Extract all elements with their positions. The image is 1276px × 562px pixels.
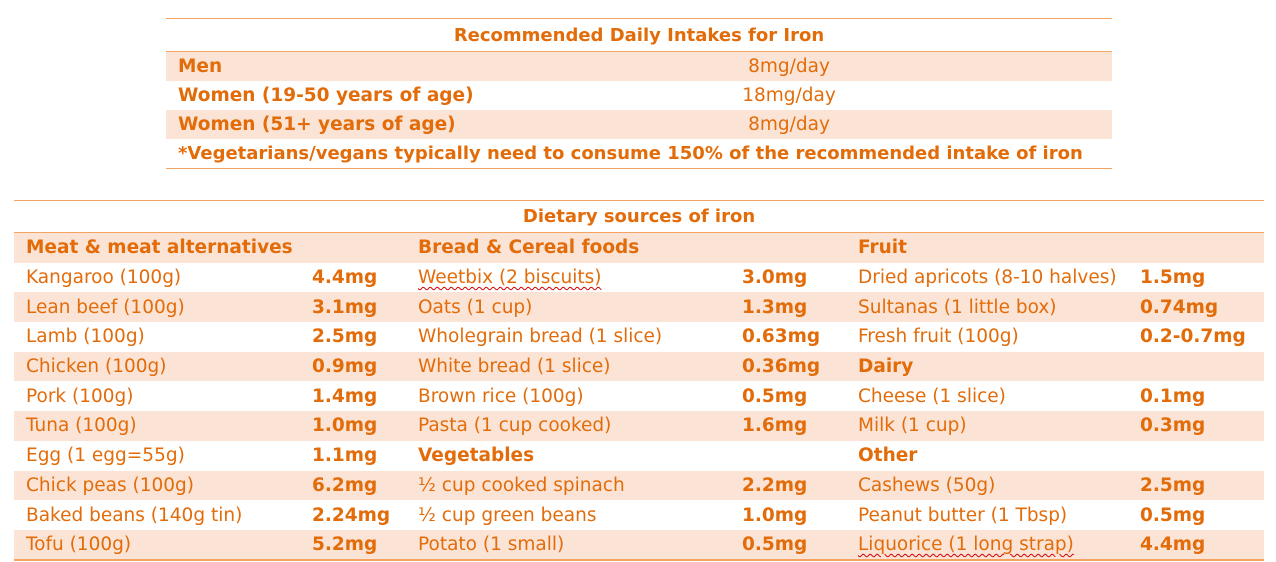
food-item: Cheese (1 slice) <box>858 385 1006 407</box>
rdi-value: 18mg/day <box>742 85 836 106</box>
table-bottom-border <box>14 559 1264 561</box>
iron-amount: 3.0mg <box>742 267 808 289</box>
iron-amount: 2.24mg <box>312 504 391 526</box>
iron-amount <box>1136 352 1264 382</box>
category-header: Other <box>858 445 918 467</box>
food-item: Oats (1 cup) <box>406 292 738 322</box>
food-item: Baked beans (140g tin) <box>26 504 243 526</box>
iron-amount: 4.4mg <box>312 267 378 289</box>
table-row <box>14 471 1264 501</box>
rdi-row <box>166 52 1112 82</box>
iron-amount: 5.2mg <box>308 530 406 560</box>
food-item: Fresh fruit (100g) <box>858 326 1019 348</box>
food-item: ½ cup green beans <box>418 504 597 526</box>
iron-amount: 0.9mg <box>308 352 406 382</box>
food-item: Wholegrain bread (1 slice) <box>418 326 663 348</box>
iron-amount: 1.1mg <box>312 445 378 467</box>
rdi-note: *Vegetarians/vegans typically need to consume 150% of the recommended intake of iron <box>178 143 1083 164</box>
iron-amount: 1.4mg <box>312 385 378 407</box>
iron-amount: 0.3mg <box>1136 411 1264 441</box>
food-item: Sultanas (1 little box) <box>846 292 1136 322</box>
rdi-row <box>166 110 1112 139</box>
table-row <box>14 411 1264 441</box>
iron-amount: 2.5mg <box>312 326 378 348</box>
category-header: Bread & Cereal foods <box>406 233 846 263</box>
iron-amount <box>1136 441 1264 471</box>
iron-amount <box>738 441 846 471</box>
food-item: Chick peas (100g) <box>14 471 308 501</box>
table-row <box>14 322 1264 352</box>
food-item: Potato (1 small) <box>406 530 738 560</box>
iron-amount: 0.2-0.7mg <box>1140 326 1246 348</box>
table-row <box>14 352 1264 382</box>
iron-amount: 0.5mg <box>738 530 846 560</box>
iron-amount: 1.0mg <box>742 504 808 526</box>
iron-amount: 3.1mg <box>308 292 406 322</box>
food-item: White bread (1 slice) <box>406 352 738 382</box>
food-item: Chicken (100g) <box>14 352 308 382</box>
rdi-table <box>166 18 1112 169</box>
category-header: Meat & meat alternatives <box>14 233 406 263</box>
food-item: Lamb (100g) <box>26 326 145 348</box>
category-header: Dairy <box>846 352 1136 382</box>
food-item: ½ cup cooked spinach <box>406 471 738 501</box>
iron-amount: 2.2mg <box>738 471 846 501</box>
table-row <box>14 500 1264 530</box>
food-item: Pork (100g) <box>26 385 134 407</box>
food-item: Liquorice (1 long strap) <box>858 534 1074 556</box>
food-item: Weetbix (2 biscuits) <box>418 267 602 289</box>
iron-amount: 0.1mg <box>1140 385 1206 407</box>
table-row <box>14 292 1264 322</box>
iron-amount: 4.4mg <box>1136 530 1264 560</box>
rdi-value: 8mg/day <box>586 52 992 82</box>
rdi-group: Women (51+ years of age) <box>166 110 586 139</box>
iron-amount: 0.74mg <box>1136 292 1264 322</box>
sources-header-row <box>14 233 1264 263</box>
iron-amount: 0.5mg <box>742 385 808 407</box>
food-item: Peanut butter (1 Tbsp) <box>858 504 1068 526</box>
food-item: Milk (1 cup) <box>846 411 1136 441</box>
category-header: Vegetables <box>418 445 535 467</box>
iron-amount: 1.6mg <box>738 411 846 441</box>
food-item: Egg (1 egg=55g) <box>26 445 185 467</box>
sources-table <box>14 200 1264 560</box>
iron-amount: 1.3mg <box>738 292 846 322</box>
iron-amount: 6.2mg <box>308 471 406 501</box>
food-item: Brown rice (100g) <box>418 385 584 407</box>
rdi-row <box>166 81 1112 110</box>
table-row <box>14 263 1264 293</box>
food-item: Kangaroo (100g) <box>26 267 182 289</box>
sources-title: Dietary sources of iron <box>14 201 1264 233</box>
rdi-group: Men <box>166 52 586 82</box>
iron-amount: 2.5mg <box>1136 471 1264 501</box>
food-item: Tofu (100g) <box>14 530 308 560</box>
category-header: Fruit <box>846 233 1264 263</box>
rdi-note-row <box>166 139 1112 169</box>
food-item: Tuna (100g) <box>14 411 308 441</box>
table-row <box>14 381 1264 411</box>
rdi-title: Recommended Daily Intakes for Iron <box>166 19 1112 52</box>
food-item: Lean beef (100g) <box>14 292 308 322</box>
rdi-value: 8mg/day <box>586 110 992 139</box>
iron-amount: 1.0mg <box>308 411 406 441</box>
table-row <box>14 530 1264 560</box>
iron-amount: 0.5mg <box>1140 504 1206 526</box>
iron-amount: 1.5mg <box>1140 267 1206 289</box>
food-item: Cashews (50g) <box>846 471 1136 501</box>
table-row <box>14 441 1264 471</box>
rdi-group: Women (19-50 years of age) <box>178 85 474 106</box>
iron-amount: 0.63mg <box>742 326 821 348</box>
food-item: Dried apricots (8-10 halves) <box>858 267 1117 289</box>
food-item: Pasta (1 cup cooked) <box>406 411 738 441</box>
iron-amount: 0.36mg <box>738 352 846 382</box>
